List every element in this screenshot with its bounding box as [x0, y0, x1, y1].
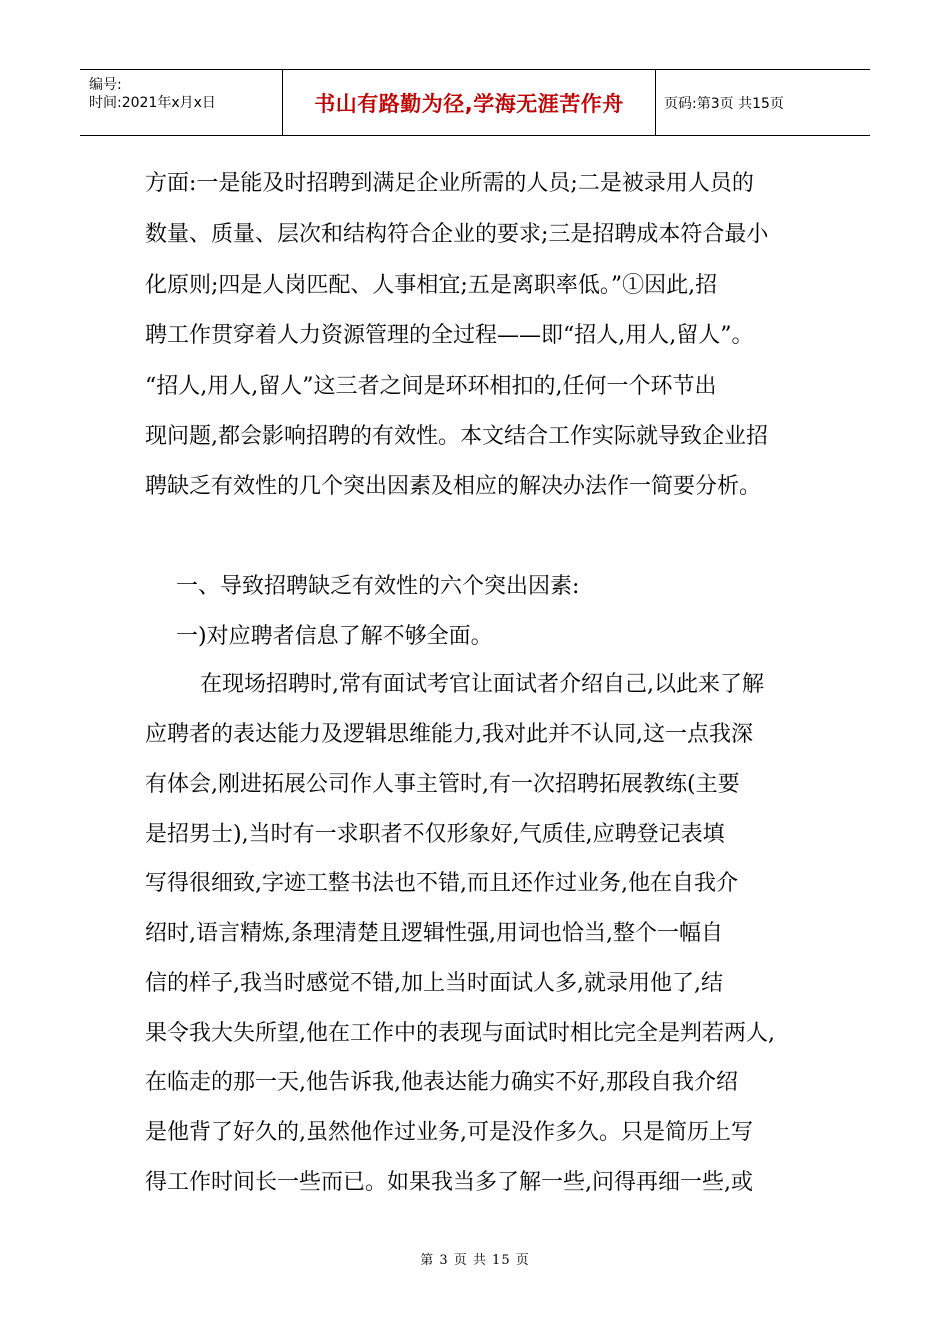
body-line: 果令我大失所望,他在工作中的表现与面试时相比完全是判若两人, [145, 1021, 775, 1046]
document-header [80, 69, 870, 136]
body-line: 得工作时间长一些而已。如果我当多了解一些,问得再细一些,或 [145, 1170, 753, 1195]
body-line: 化原则;四是人岗匹配、人事相宜;五是离职率低。”①因此,招 [145, 273, 718, 298]
body-line: 有体会,刚进拓展公司作人事主管时,有一次招聘拓展教练(主要 [145, 772, 740, 797]
body-line: “招人,用人,留人”这三者之间是环环相扣的,任何一个环节出 [145, 374, 717, 399]
body-line: 现问题,都会影响招聘的有效性。本文结合工作实际就导致企业招 [145, 424, 768, 449]
number-label: 编号: [89, 77, 122, 93]
body-line: 绍时,语言精炼,条理清楚且逻辑性强,用词也恰当,整个一幅自 [145, 921, 723, 946]
header-motto-cell [283, 70, 656, 135]
body-line: 是招男士),当时有一求职者不仅形象好,气质佳,应聘登记表填 [145, 822, 725, 847]
page-footer: 第 3 页 共 15 页 [420, 1253, 530, 1268]
body-line: 聘缺乏有效性的几个突出因素及相应的解决办法作一简要分析。 [145, 474, 762, 499]
body-line: 聘工作贯穿着人力资源管理的全过程——即“招人,用人,留人”。 [145, 323, 754, 348]
date-line: 时间:2021年x月x日 [89, 95, 216, 111]
page-info: 页码:第3页 共15页 [664, 95, 784, 112]
body-line: 是他背了好久的,虽然他作过业务,可是没作多久。只是简历上写 [145, 1120, 753, 1145]
subsection-heading: 一)对应聘者信息了解不够全面。 [176, 624, 493, 649]
body-line: 在临走的那一天,他告诉我,他表达能力确实不好,那段自我介绍 [145, 1070, 738, 1095]
motto-text: 书山有路勤为径,学海无涯苦作舟 [314, 91, 624, 116]
header-meta-cell [80, 70, 283, 135]
body-line: 在现场招聘时,常有面试考官让面试者介绍自己,以此来了解 [200, 672, 764, 697]
body-line: 信的样子,我当时感觉不错,加上当时面试人多,就录用他了,结 [145, 971, 723, 996]
body-line: 数量、质量、层次和结构符合企业的要求;三是招聘成本符合最小 [145, 222, 769, 247]
body-line: 方面:一是能及时招聘到满足企业所需的人员;二是被录用人员的 [145, 171, 754, 196]
body-line: 应聘者的表达能力及逻辑思维能力,我对此并不认同,这一点我深 [145, 722, 753, 747]
section-heading: 一、导致招聘缺乏有效性的六个突出因素: [176, 574, 580, 599]
body-line: 写得很细致,字迹工整书法也不错,而且还作过业务,他在自我介 [145, 871, 738, 896]
